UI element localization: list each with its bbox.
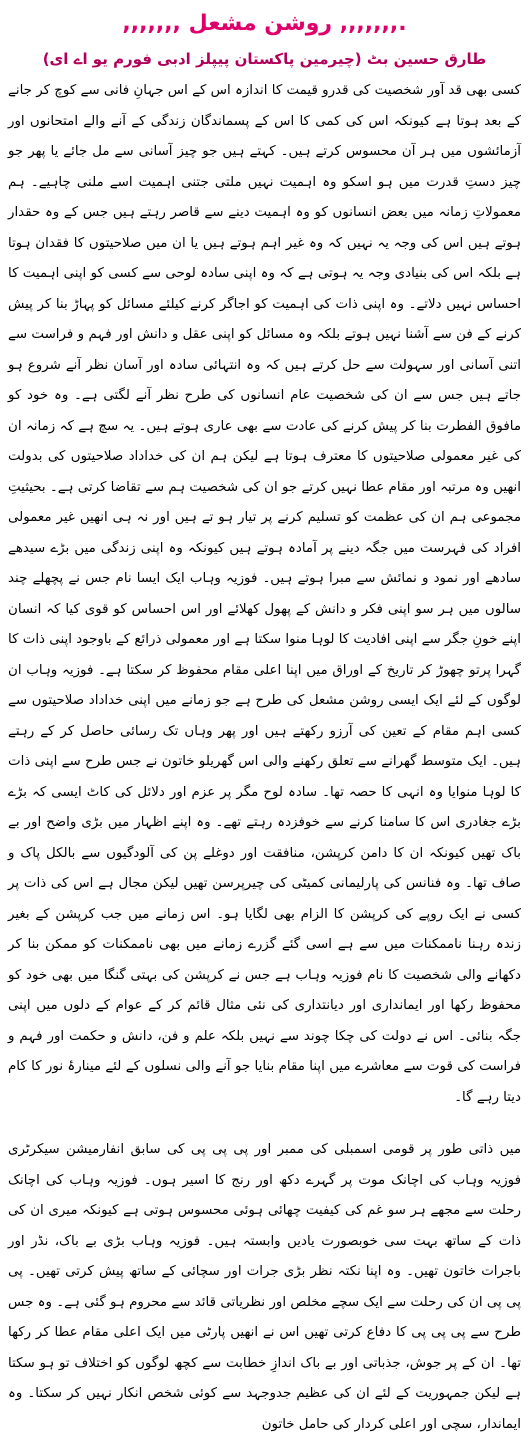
article-paragraph-1: کسی بھی قد آور شخصیت کی قدرو قیمت کا اندازہ اس کے اس جہانِ فانی سے کوچ کر جانے کے بعد ہوتا ہے کیونکہ اس کی کمی کا اس کے پسماندگان زندگی کے آنے والے امتحانوں اور آزمائشوں میں ہر آن محسوس کرتے ہیں۔ کہتے ہیں جو چیز آسانی سے مل جائے یا پھر جو چیز دستِ قدرت میں ہو اسکو وہ اہمیت نہیں ملتی جتنی اہمیت اسے ملنی چاہیے۔ ہم معمولاتِ زمانہ میں بعض انسانوں کو وہ اہمیت دینے سے قاصر رہتے ہیں جس کے وہ حقدار ہوتے ہیں اس کی وجہ یہ نہیں کہ وہ غیر اہم ہوتے ہیں یا ان میں صلاحیتوں کا فقدان ہوتا ہے بلکہ اس کی بنیادی وجہ یہ ہوتی ہے کہ وہ اپنی سادہ لوحی سے کسی کو اپنی اہمیت کا احساس نہیں دلاتے۔ وہ اپنی ذات کی اہمیت کو اجاگر کرنے کیلئے مسائل کو پہاڑ بنا کر پیش کرنے کے فن سے آشنا نہیں ہوتے بلکہ وہ مسائل کو اپنی عقل و دانش اور فہم و فراست سے اتنی آسانی اور سہولت سے حل کرتے ہیں کہ وہ انتہائی سادہ اور آسان نظر آنے شروع ہو جاتے ہیں جس سے ان کی شخصیت عام انسانوں کی طرح نظر آنے لگتی ہے۔ وہ خود کو مافوق الفطرت بنا کر پیش کرنے کی عادت سے بھی عاری ہوتے ہیں۔ یہ سچ ہے کہ زمانہ ان کی غیر معمولی صلاحیتوں کا معترف ہوتا ہے لیکن ہم ان کی خداداد صلاحیتوں کی بدولت انھیں وہ مرتبہ اور مقام عطا نہیں کرتے جو ان کی شخصیت ہم سے تقاضا کرتی ہے۔ بحیثیتِ مجموعی ہم ان کی عظمت کو تسلیم کرنے پر تیار ہو تے ہیں اور نہ ہی انھیں غیر معمولی افراد کی فہرست میں جگہ دینے پر آمادہ ہوتے ہیں کیونکہ وہ اپنی زندگی میں بڑے سیدھے سادھے اور نمود و نمائش سے مبرا ہوتے ہیں۔ فوزیہ وہاب ایک ایسا نام جس نے پچھلے چند سالوں میں ہر سو اپنی فکر و دانش کے پھول کھلائے اور اس احساس کو قوی کیا کہ انسان اپنے خونِ جگر سے اپنی افادیت کا لوہا منوا سکتا ہے اور معمولی ذرائع کے باوجود اپنی ذات کا گہرا پرتو چھوڑ کر تاریخ کے اوراق میں اپنا اعلی مقام محفوظ کر سکتا ہے۔ فوزیہ وہاب ان لوگوں کے لئے ایک ایسی روشن مشعل کی طرح ہے جو زمانے میں اپنی خداداد صلاحیتوں سے کسی اہم مقام کے تعین کی آرزو رکھتے ہیں اور پھر وہاں تک رسائی حاصل کر کے رہتے ہیں۔ ایک متوسط گھرانے سے تعلق رکھنے والی اس گھریلو خاتون نے جس طرح سے اپنی ذات کا لوہا منوایا وہ انہی کا حصہ تھا۔ سادہ لوح مگر پر عزم اور دلائل کی کاٹ ایسی کہ بڑے بڑے جغادری اس کا سامنا کرنے سے خوفزدہ رہتے تھے۔ وہ اپنے اظہار میں بڑی واضح اور بے باک تھیں کیونکہ ان کا دامن کرپشن، منافقت اور دوغلے پن کی آلودگیوں سے بالکل پاک و صاف تھا۔ وہ فنانس کی پارلیمانی کمیٹی کی چیرپرسن تھیں لیکن مجال ہے اس کی ذات پر کسی نے ایک روپے کی کرپشن کا الزام بھی لگایا ہو۔ اس زمانے میں جب کرپشن کے بغیر زندہ رہنا ناممکنات میں سے ہے اسی گئے گزرے زمانے میں بھی ناممکنات کو ممکن بنا کر دکھانے والی شخصیت کا نام فوزیہ وہاب ہے جس نے کرپشن کی بہتی گنگا میں بھی خود کو محفوظ رکھا اور ایمانداری اور دیانتداری کی نئی مثال قائم کر کے عوام کے دلوں میں اپنی جگہ بنائی۔ اس نے دولت کی چکا چوند سے نہیں بلکہ علم و فن، دانش و حکمت اور فہم و فراست کی قوت سے معاشرے میں اپنا مقام بنایا جو آنے والی نسلوں کے لئے مینارۂ نور کا کام دیتا رہے گا۔	[8, 83, 521, 1105]
article-body	[8, 76, 521, 1440]
author-byline: طارق حسین بٹ (چیرمین پاکستان پیپلز ادبی فورم یو اے ای)	[42, 50, 487, 68]
article-title: .,,,,,,, روشن مشعل ,,,,,,,	[122, 11, 407, 36]
article-paragraph-2: میں ذاتی طور پر قومی اسمبلی کی ممبر اور پی پی پی کی سابق انفارمیشن سیکرٹری فوزیہ وہاب کی اچانک موت پر گہرے دکھ اور رنج کا اسیر ہوں۔ فوزیہ وہاب کی اچانک رحلت سے مجھے ہر سو غم کی کیفیت چھائی ہوئی محسوس ہوتی ہے کیونکہ میری ان کی ذات کے ساتھ بہت سی خوبصورت یادیں وابستہ ہیں۔ فوزیہ وہاب بڑی بے باک، نڈر اور باجرات خاتون تھیں۔ وہ اپنا نکتہ نظر بڑی جرات اور سچائی کے ساتھ پیش کرتی تھیں۔ پی پی پی ان کی رحلت سے ایک سچے مخلص اور نظریاتی قائد سے محروم ہو گئی ہے۔ وہ جس طرح سے پی پی پی کا دفاع کرتی تھیں اس نے انھیں پارٹی میں ایک اعلی مقام عطا کر رکھا تھا۔ ان کے پر جوش، جذباتی اور بے باک اندازِ خطابت سے کچھ لوگوں کو اختلاف تو ہو سکتا ہے لیکن جمہوریت کے لئے ان کی عظیم جدوجہد سے کوئی شخص انکار نہیں کر سکتا۔ وہ ایماندار، سچی اور اعلی کردار کی حامل خاتون	[8, 1142, 521, 1432]
